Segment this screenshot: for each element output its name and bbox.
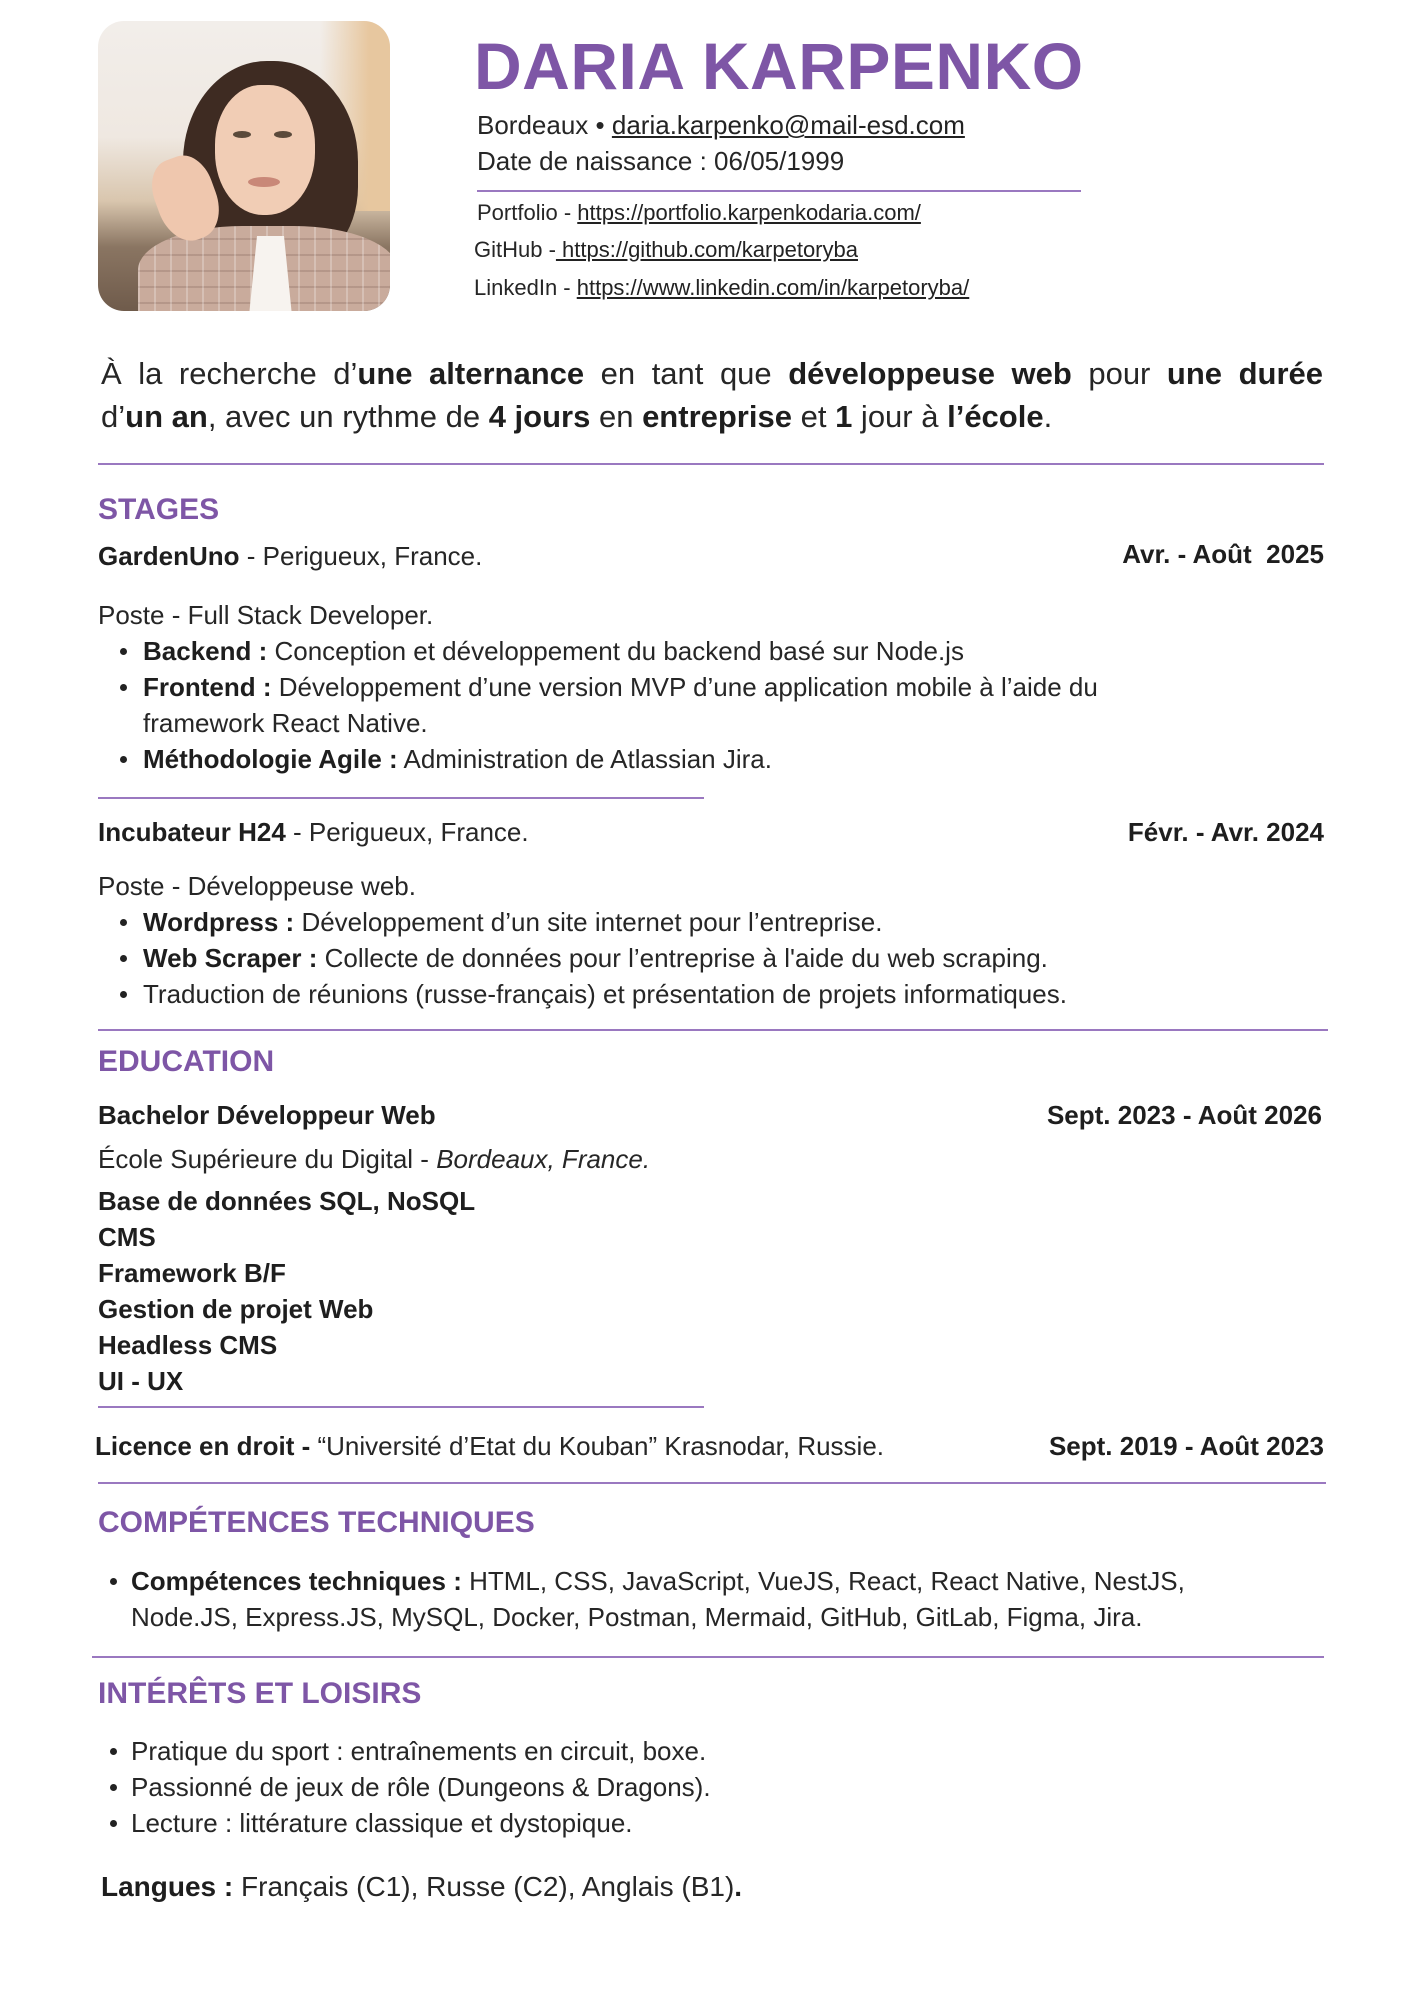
bullet-label: Méthodologie Agile : [143,744,398,774]
stage-1-bullets [98,633,1198,777]
section-title-education: EDUCATION [98,1045,275,1078]
stage-2-location: - Perigueux, France. [285,817,529,847]
section-divider [98,1029,1328,1031]
list-item [98,633,1198,669]
bullet-text: Développement d’une version MVP d’une application mobile à l’aide du framework React Native. [143,672,1098,738]
birth-label: Date de naissance : [477,146,707,176]
bullet-text: Traduction de réunions (russe-français) et présentation de projets informatiques. [143,979,1067,1009]
skills-values-continued: Node.JS, Express.JS, MySQL, Docker, Postman, Mermaid, GitHub, GitLab, Figma, Jira. [131,1602,1143,1632]
city: Bordeaux [477,110,589,140]
licence-degree: Licence en droit - [95,1431,318,1461]
objective-text: d’ [101,399,126,434]
linkedin-link[interactable]: https://www.linkedin.com/in/karpetoryba/ [576,275,970,300]
stage-2-company: Incubateur H24 [98,817,286,847]
email-link[interactable]: daria.karpenko@mail-esd.com [611,110,965,140]
objective-statement [101,352,1323,438]
objective-emphasis: un an [125,399,208,434]
skills-values: HTML, CSS, JavaScript, VueJS, React, React Native, NestJS, [461,1566,1185,1596]
bullet-separator: • [595,110,605,140]
portfolio-label: Portfolio - [477,200,578,225]
birth-date: 06/05/1999 [714,146,845,176]
section-title-skills: COMPÉTENCES TECHNIQUES [98,1506,535,1539]
objective-text: pour [1071,356,1167,391]
stage-2-bullets [98,904,1298,1012]
bachelor-degree: Bachelor Développeur Web [98,1100,436,1130]
section-divider [98,1482,1326,1484]
stage-1-dates: Avr. - Août 2025 [1122,539,1324,569]
linkedin-label: LinkedIn - [474,275,577,300]
school-location: Bordeaux, France. [436,1144,651,1174]
github-line [474,237,858,263]
header-divider [477,190,1081,192]
list-item [98,940,1298,976]
bullet-label: Frontend : [143,672,272,702]
objective-emphasis: une alternance [357,356,585,391]
subject-item: Base de données SQL, NoSQL [98,1186,476,1216]
subject-item: Headless CMS [98,1330,278,1360]
section-title-interests: INTÉRÊTS ET LOISIRS [98,1677,422,1710]
bullet-text: Conception et développement du backend basé sur Node.js [267,636,964,666]
objective-text: jour à [852,399,948,434]
linkedin-line [474,275,969,301]
objective-emphasis: entreprise [642,399,792,434]
objective-emphasis: 1 [835,399,853,434]
contact-line [477,110,965,140]
bullet-label: Backend : [143,636,268,666]
subsection-divider [98,1406,704,1408]
bullet-text: Administration de Atlassian Jira. [397,744,772,774]
objective-emphasis: développeuse web [788,356,1072,391]
section-divider [92,1656,1324,1658]
stage-1-header [98,538,482,574]
photo-face [215,85,315,215]
objective-emphasis: une durée [1166,356,1323,391]
subject-item: UI - UX [98,1366,184,1396]
stage-2-header [98,814,529,850]
stage-2-role: Poste - Développeuse web. [98,871,416,901]
objective-emphasis: 4 jours [488,399,591,434]
interests-list [98,1733,1098,1841]
languages-label: Langues : [101,1871,234,1902]
skills-list [98,1563,1318,1635]
list-item [98,976,1298,1012]
list-item: Pratique du sport : entraînements en circuit, boxe. [98,1733,1098,1769]
objective-line-2 [101,395,1323,438]
subject-item: CMS [98,1222,156,1252]
licence-line [95,1428,884,1464]
objective-text: . [1043,399,1053,434]
stage-1-location: - Perigueux, France. [239,541,483,571]
objective-line-1 [101,352,1323,395]
stage-1-company: GardenUno [98,541,240,571]
objective-text: , avec un rythme de [207,399,489,434]
bachelor-dates: Sept. 2023 - Août 2026 [1046,1100,1322,1130]
bachelor-subjects [98,1183,475,1399]
licence-school: “Université d’Etat du Kouban” Krasnodar, Russie. [317,1431,885,1461]
subject-item: Framework B/F [98,1258,286,1288]
github-label: GitHub - [474,237,556,262]
school-name: École Supérieure du Digital - [98,1144,437,1174]
profile-photo [98,21,390,311]
list-item [98,669,1183,741]
birth-line [477,146,844,176]
portfolio-link[interactable]: https://portfolio.karpenkodaria.com/ [577,200,921,225]
objective-text: et [791,399,836,434]
section-title-stages: STAGES [98,493,220,526]
languages-line [101,1869,742,1905]
bullet-text: Collecte de données pour l’entreprise à l'aide du web scraping. [317,943,1048,973]
photo-lips [248,177,280,187]
languages-end: . [734,1871,743,1902]
photo-eye [274,131,292,138]
list-item [98,741,1198,777]
skills-label: Compétences techniques : [131,1566,462,1596]
list-item: Lecture : littérature classique et dystopique. [98,1805,1098,1841]
list-item: Passionné de jeux de rôle (Dungeons & Dragons). [98,1769,1098,1805]
list-item [98,904,1298,940]
bullet-text: Développement d’un site internet pour l’entreprise. [294,907,883,937]
photo-eye [233,131,251,138]
github-link[interactable]: https://github.com/karpetoryba [555,237,858,262]
objective-text: À la recherche d’ [101,356,358,391]
objective-emphasis: l’école [947,399,1044,434]
languages-value: Français (C1), Russe (C2), Anglais (B1) [233,1871,735,1902]
bullet-label: Web Scraper : [143,943,318,973]
bachelor-school [98,1141,650,1177]
section-divider [98,463,1324,465]
portfolio-line [477,200,921,226]
licence-dates: Sept. 2019 - Août 2023 [1048,1431,1324,1461]
objective-text: en tant que [584,356,789,391]
subject-item: Gestion de projet Web [98,1294,374,1324]
subsection-divider [98,797,704,799]
objective-text: en [590,399,643,434]
stage-1-role: Poste - Full Stack Developer. [98,600,434,630]
stage-2-dates: Févr. - Avr. 2024 [1127,817,1324,847]
bullet-label: Wordpress : [143,907,295,937]
candidate-name: DARIA KARPENKO [474,29,1084,103]
list-item [98,1563,1318,1635]
